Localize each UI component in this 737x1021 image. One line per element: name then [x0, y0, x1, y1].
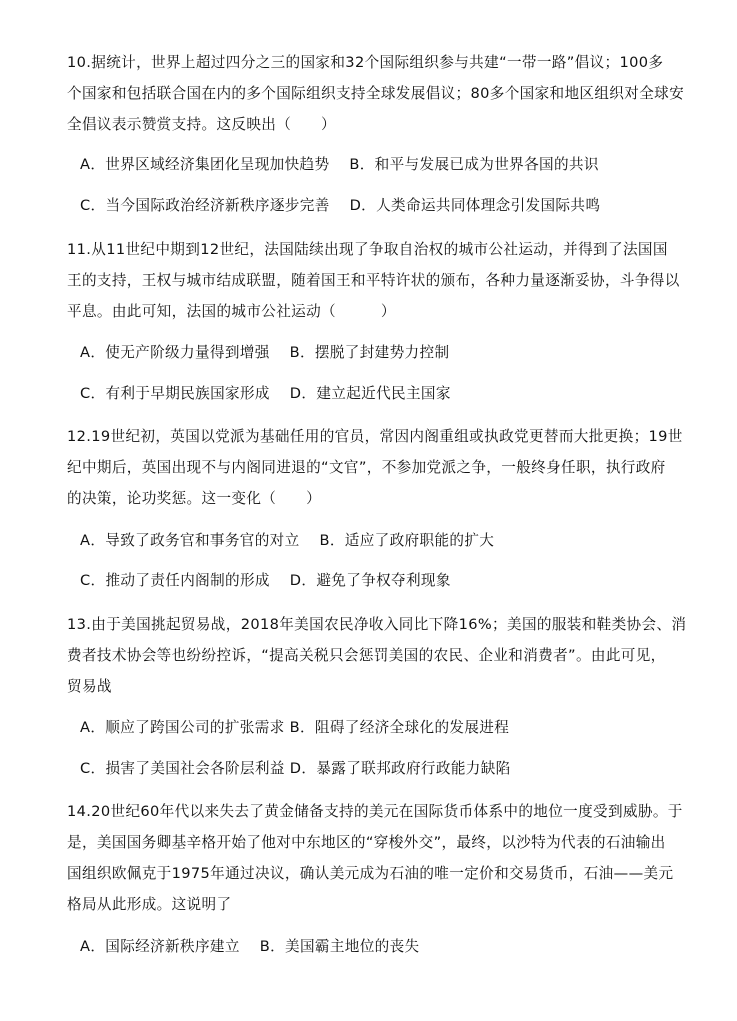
question-10-line-3: 全倡议表示赞赏支持。这反映出（ ） [67, 116, 336, 133]
question-14-line-1: 14.20世纪60年代以来失去了黄金储备支持的美元在国际货币体系中的地位一度受到威胁。于 [67, 803, 683, 820]
question-14-line-2: 是，美国国务卿基辛格开始了他对中东地区的“穿梭外交”，最终，以沙特为代表的石油输出 [67, 834, 666, 851]
question-13-line-3: 贸易战 [67, 678, 112, 695]
question-12-line-1: 12.19世纪初，英国以党派为基础任用的官员，常因内阁重组或执政党更替而大批更换；19世 [67, 428, 683, 445]
question-13-options-cd: C．损害了美国社会各阶层利益 D．暴露了联邦政府行政能力缺陷 [80, 760, 511, 777]
question-11-options-cd: C．有利于早期民族国家形成 D．建立起近代民主国家 [80, 385, 451, 402]
question-14-line-4: 格局从此形成。这说明了 [67, 896, 232, 913]
question-12-options-ab: A．导致了政务官和事务官的对立 B．适应了政府职能的扩大 [80, 532, 495, 549]
question-13-line-1: 13.由于美国挑起贸易战，2018年美国农民净收入同比下降16%；美国的服装和鞋类协会、消 [67, 616, 687, 633]
question-12-options-cd: C．推动了责任内阁制的形成 D．避免了争权夺利现象 [80, 572, 451, 589]
question-12-line-2: 纪中期后，英国出现不与内阁同进退的“文官”，不参加党派之争，一般终身任职，执行政府 [67, 459, 666, 476]
question-10-line-1: 10.据统计，世界上超过四分之三的国家和32个国际组织参与共建“一带一路”倡议；100多 [67, 54, 664, 71]
question-13-line-2: 费者技术协会等也纷纷控诉，“提高关税只会惩罚美国的农民、企业和消费者”。由此可见， [67, 647, 666, 664]
question-12-line-3: 的决策，论功奖惩。这一变化（ ） [67, 490, 322, 507]
question-11-line-1: 11.从11世纪中期到12世纪，法国陆续出现了争取自治权的城市公社运动，并得到了法国国 [67, 241, 668, 258]
question-14-line-3: 国组织欧佩克于1975年通过决议，确认美元成为石油的唯一定价和交易货币，石油——美元 [67, 865, 674, 882]
question-11-line-3: 平息。由此可知，法国的城市公社运动（ ） [67, 303, 396, 320]
question-10-options-cd: C．当今国际政治经济新秩序逐步完善 D．人类命运共同体理念引发国际共鸣 [80, 197, 601, 214]
question-11-line-2: 王的支持，王权与城市结成联盟，随着国王和平特许状的颁布，各种力量逐渐妥协，斗争得以 [67, 272, 680, 289]
question-11-options-ab: A．使无产阶级力量得到增强 B．摆脱了封建势力控制 [80, 344, 450, 361]
question-14-options-ab: A．国际经济新秩序建立 B．美国霸主地位的丧失 [80, 938, 420, 955]
question-13-options-ab: A．顺应了跨国公司的扩张需求 B．阻碍了经济全球化的发展进程 [80, 719, 510, 736]
question-10-options-ab: A．世界区域经济集团化呈现加快趋势 B．和平与发展已成为世界各国的共识 [80, 156, 599, 173]
question-10-line-2: 个国家和包括联合国在内的多个国际组织支持全球发展倡议；80多个国家和地区组织对全球安 [67, 85, 685, 102]
